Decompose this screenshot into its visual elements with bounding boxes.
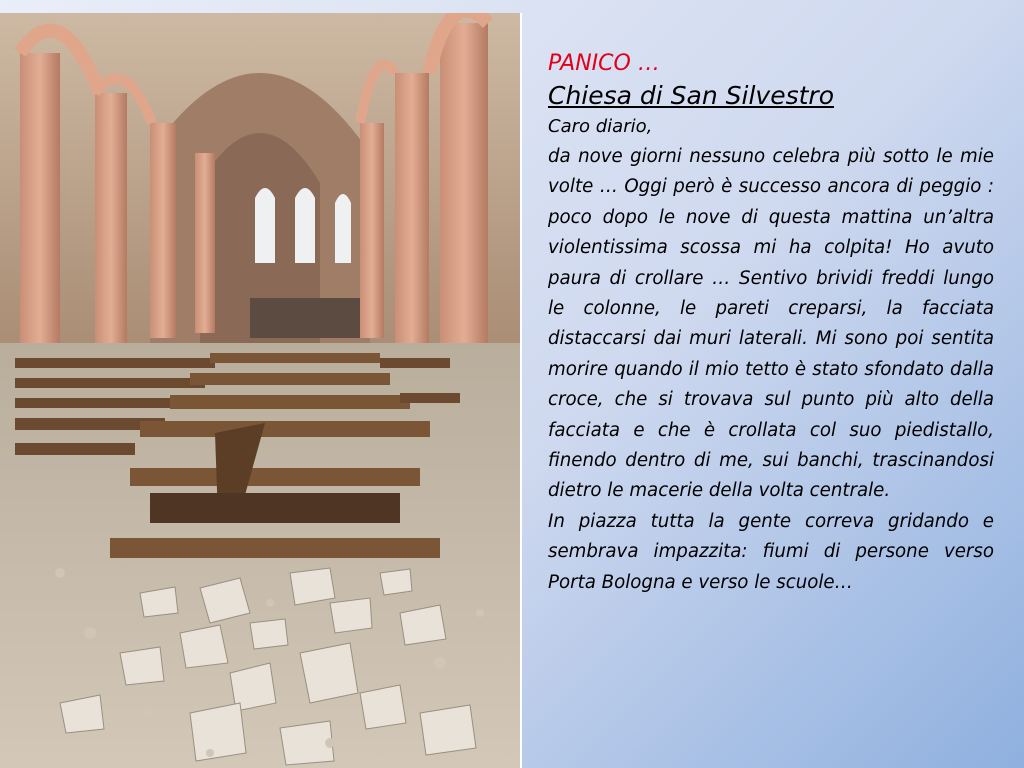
slide-subtitle: Chiesa di San Silvestro	[548, 81, 834, 110]
slide-title: PANICO …	[548, 51, 660, 76]
diary-paragraph-2: In piazza tutta la gente correva gridando e sembrava impazzita: fiumi di persone verso Porta Bologna e verso le scuole…	[548, 510, 994, 593]
diary-text-block	[548, 48, 994, 598]
diary-paragraph-1: da nove giorni nessuno celebra più sotto le mie volte … Oggi però è successo ancora di peggio : poco dopo le nove di questa mattina un’altra violentissima scossa mi ha colpita! Ho avuto paura di crollare … Sentivo brividi freddi lungo le colonne, le pareti creparsi, la facciata distaccarsi dai muri laterali. Mi sono poi sentita morire quando il mio tetto è stato sfondato dalla croce, che si trovava sul punto più alto della facciata e che è crollata col suo piedistallo, finendo dentro di me, sui banchi, trascinandosi dietro le macerie della volta centrale.	[548, 146, 994, 502]
church-interior-photo	[0, 13, 522, 768]
church-rubble-illustration	[0, 13, 520, 768]
diary-greeting: Caro diario,	[548, 116, 653, 137]
